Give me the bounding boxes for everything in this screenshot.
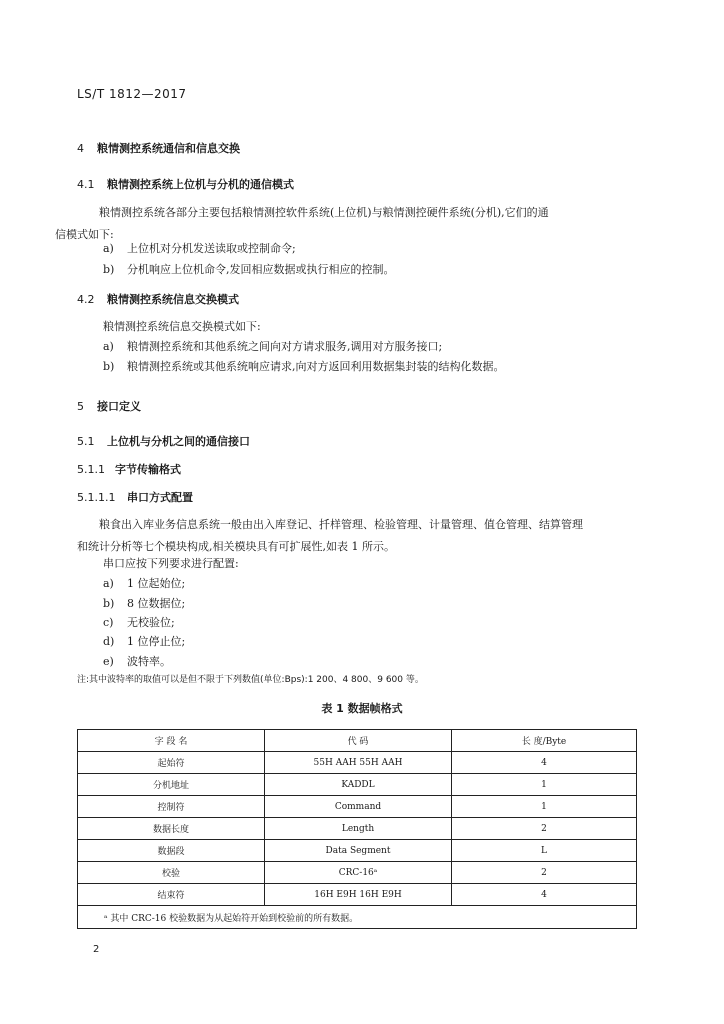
- section-number: 5.1.1.1: [77, 491, 116, 504]
- cell-code: Command: [265, 796, 452, 818]
- table-header-row: [78, 730, 637, 752]
- paragraph-line: 粮情测控系统各部分主要包括粮情测控软件系统(上位机)与粮情测控硬件系统(分机),它们的通: [99, 206, 549, 219]
- section-5-heading: [77, 398, 141, 414]
- section-5-1-1-1-heading: [77, 489, 193, 505]
- header-length: 长 度/Byte: [452, 730, 637, 752]
- section-title: 粮情测控系统上位机与分机的通信模式: [107, 178, 294, 191]
- section-title: 字节传输格式: [115, 463, 181, 476]
- section-number: 5: [77, 400, 84, 413]
- standard-id-header: LS/T 1812—2017: [77, 87, 187, 101]
- section-title: 上位机与分机之间的通信接口: [107, 435, 250, 448]
- list-label: a): [103, 242, 114, 255]
- list-item: [103, 631, 185, 653]
- header-field-name: 字 段 名: [78, 730, 265, 752]
- section-number: 5.1.1: [77, 463, 105, 476]
- table-row: [78, 752, 637, 774]
- table-footnote: ᵃ 其中 CRC-16 校验数据为从起始符开始到校验前的所有数据。: [78, 906, 637, 929]
- section-number: 4: [77, 142, 84, 155]
- cell-length: 4: [452, 884, 637, 906]
- cell-field: 结束符: [78, 884, 265, 906]
- section-title: 接口定义: [97, 400, 141, 413]
- list-label: e): [103, 655, 114, 668]
- list-text: 波特率。: [127, 655, 171, 668]
- section-number: 4.2: [77, 293, 95, 306]
- config-intro: 串口应按下列要求进行配置:: [103, 557, 239, 570]
- section-5-1-1-1-paragraph: [77, 514, 637, 558]
- table-row: [78, 818, 637, 840]
- page-number: 2: [93, 944, 100, 955]
- table-footnote-row: [78, 906, 637, 929]
- list-item: [103, 238, 296, 260]
- list-item: [103, 651, 171, 673]
- section-4-2-heading: [77, 291, 239, 307]
- cell-code: Length: [265, 818, 452, 840]
- table-row: [78, 796, 637, 818]
- cell-code: CRC-16ᵃ: [265, 862, 452, 884]
- list-label: a): [103, 340, 114, 353]
- cell-length: L: [452, 840, 637, 862]
- table-row: [78, 862, 637, 884]
- section-number: 5.1: [77, 435, 95, 448]
- data-frame-table: [77, 729, 637, 929]
- list-text: 上位机对分机发送读取或控制命令;: [127, 242, 296, 255]
- list-text: 1 位停止位;: [127, 635, 186, 648]
- paragraph-line: 和统计分析等七个模块构成,相关模块具有可扩展性,如表 1 所示。: [77, 540, 395, 553]
- table-row: [78, 884, 637, 906]
- list-text: 分机响应上位机命令,发回相应数据或执行相应的控制。: [127, 263, 395, 276]
- list-label: b): [103, 263, 115, 276]
- cell-field: 控制符: [78, 796, 265, 818]
- cell-field: 数据段: [78, 840, 265, 862]
- cell-length: 2: [452, 862, 637, 884]
- section-title: 粮情测控系统信息交换模式: [107, 293, 239, 306]
- cell-length: 4: [452, 752, 637, 774]
- cell-code: Data Segment: [265, 840, 452, 862]
- paragraph-line: 信模式如下:: [55, 228, 114, 241]
- cell-code: KADDL: [265, 774, 452, 796]
- list-label: a): [103, 577, 114, 590]
- list-label: c): [103, 616, 114, 629]
- paragraph-line: 粮食出入库业务信息系统一般由出入库登记、扦样管理、检验管理、计量管理、值仓管理、结算管理: [99, 518, 583, 531]
- cell-length: 1: [452, 796, 637, 818]
- cell-field: 分机地址: [78, 774, 265, 796]
- header-code: 代 码: [265, 730, 452, 752]
- list-text: 无校验位;: [127, 616, 175, 629]
- section-4-1-heading: [77, 176, 294, 192]
- section-4-2-intro: 粮情测控系统信息交换模式如下:: [103, 320, 261, 333]
- section-4-heading: [77, 140, 240, 156]
- list-item: [103, 336, 442, 358]
- cell-length: 2: [452, 818, 637, 840]
- table-row: [78, 774, 637, 796]
- cell-field: 校验: [78, 862, 265, 884]
- list-item: [103, 259, 395, 281]
- section-5-1-heading: [77, 433, 250, 449]
- list-label: b): [103, 360, 115, 373]
- cell-field: 起始符: [78, 752, 265, 774]
- cell-code: 55H AAH 55H AAH: [265, 752, 452, 774]
- cell-field: 数据长度: [78, 818, 265, 840]
- list-text: 8 位数据位;: [127, 597, 186, 610]
- baud-rate-note: 注:其中波特率的取值可以是但不限于下列数值(单位:Bps):1 200、4 800、9 600 等。: [77, 675, 424, 685]
- cell-length: 1: [452, 774, 637, 796]
- list-text: 粮情测控系统或其他系统响应请求,向对方返回利用数据集封装的结构化数据。: [127, 360, 505, 373]
- list-item: [103, 573, 185, 595]
- section-5-1-1-heading: [77, 461, 181, 477]
- cell-code: 16H E9H 16H E9H: [265, 884, 452, 906]
- list-label: b): [103, 597, 115, 610]
- section-number: 4.1: [77, 178, 95, 191]
- list-label: d): [103, 635, 115, 648]
- list-text: 1 位起始位;: [127, 577, 186, 590]
- section-title: 串口方式配置: [127, 491, 193, 504]
- list-item: [103, 356, 505, 378]
- table-row: [78, 840, 637, 862]
- list-text: 粮情测控系统和其他系统之间向对方请求服务,调用对方服务接口;: [127, 340, 443, 353]
- table-1-caption: 表 1 数据帧格式: [321, 702, 403, 715]
- section-title: 粮情测控系统通信和信息交换: [97, 142, 240, 155]
